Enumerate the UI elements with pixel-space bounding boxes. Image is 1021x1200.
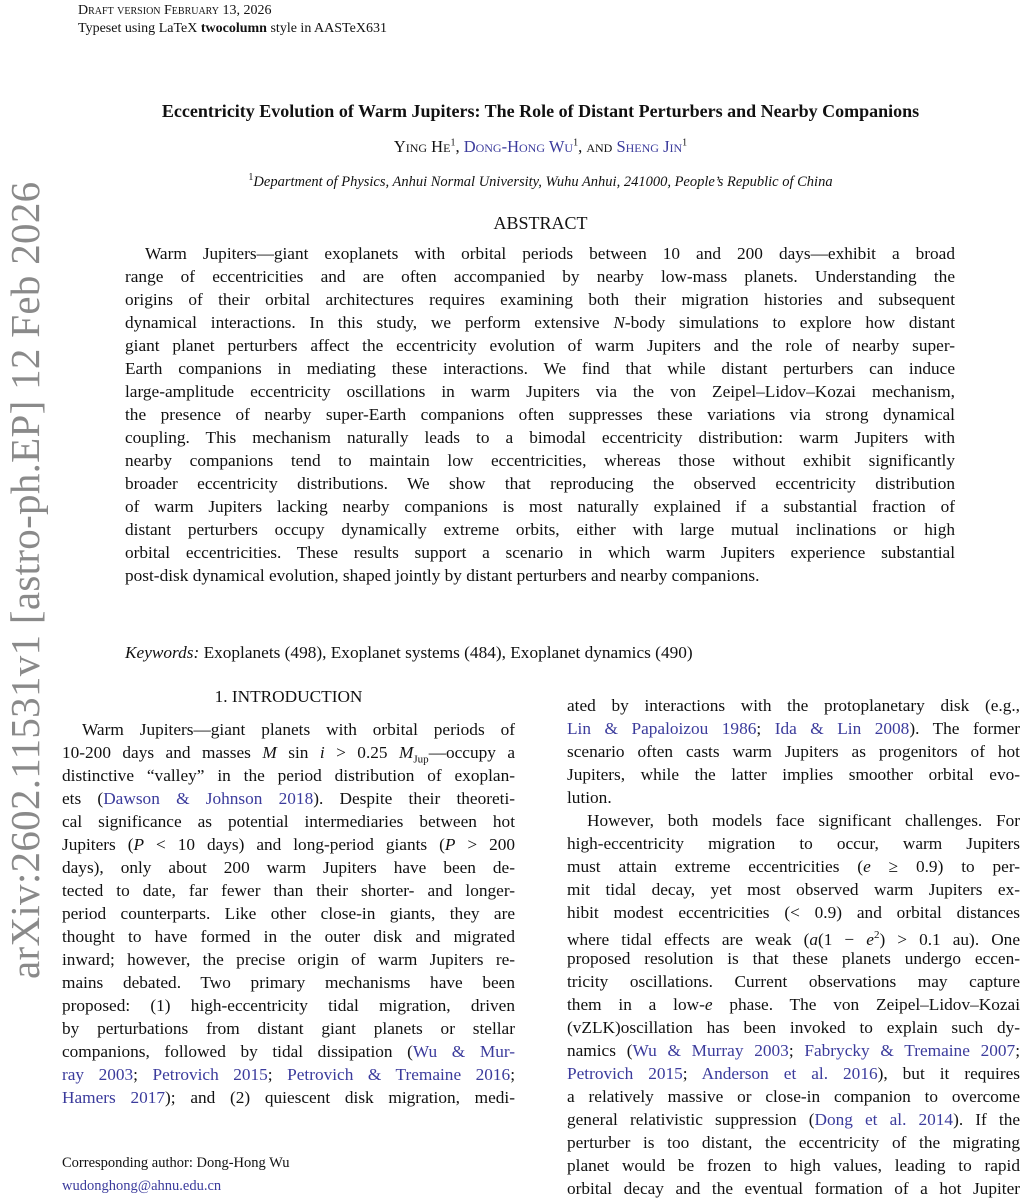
typeset-post: style in AASTeX631	[266, 21, 387, 36]
text-line	[567, 1177, 1020, 1200]
text-run: However, both models face significant challenges. For	[587, 811, 1020, 830]
text-line	[125, 564, 955, 587]
text-run: giant planet perturbers affect the eccentricity evolution of warm Jupiters and the role of nearby super-	[125, 336, 955, 355]
text-run: ). Despite their theoreti-	[313, 789, 515, 808]
citation-link[interactable]: Petrovich 2015	[567, 1064, 683, 1083]
text-line	[125, 472, 955, 495]
draft-version: Draft version February 13, 2026	[78, 3, 272, 18]
text-line	[567, 763, 1020, 786]
text-run: < 10 days) and long-period giants (	[144, 835, 445, 854]
text-run: ). If the	[953, 1110, 1021, 1129]
text-run: > 0.25	[324, 743, 399, 762]
affiliation-marker: 1	[248, 172, 254, 183]
text-run: proposed resolution is that these planets undergo eccen-	[567, 949, 1020, 968]
text-line	[62, 718, 515, 741]
citation-link[interactable]: Petrovich 2015	[152, 1065, 268, 1084]
text-run: sin	[276, 743, 320, 762]
text-run: ated by interactions with the protoplanetary disk (e.g.,	[567, 696, 1020, 715]
text-run: Earth companions in mediating these interactions. We find that while distant perturbers can induce	[125, 359, 955, 378]
text-run: general relativistic suppression (	[567, 1110, 815, 1129]
text-line	[125, 242, 955, 265]
author-affiliation-marker: 1	[450, 137, 456, 149]
text-run: ≥ 0.9) to per-	[870, 857, 1020, 876]
text-line	[62, 902, 515, 925]
text-run: the presence of nearby super-Earth companions often suppresses these variations via strong dynamical	[125, 405, 955, 424]
text-line	[62, 925, 515, 948]
text-run: thought to have formed in the outer disk and migrated	[62, 927, 515, 946]
text-line	[567, 878, 1020, 901]
math-symbol: e	[863, 857, 871, 876]
text-line	[125, 380, 955, 403]
text-run: coupling. This mechanism naturally leads to a bimodal eccentricity distribution: warm Jupiters with	[125, 428, 955, 447]
author-affiliation-marker: 1	[682, 137, 688, 149]
text-run: of warm Jupiters lacking nearby companions is most naturally explained if a substantial fraction of	[125, 497, 955, 516]
text-run: cal significance as potential intermediaries between hot	[62, 812, 515, 831]
text-line	[62, 971, 515, 994]
text-line	[125, 426, 955, 449]
text-line	[62, 1086, 515, 1109]
text-run: ;	[756, 719, 775, 738]
text-line	[567, 786, 1020, 809]
text-line	[567, 1108, 1020, 1131]
text-line	[567, 901, 1020, 924]
text-line	[567, 947, 1020, 970]
keywords-label: Keywords:	[125, 643, 200, 662]
citation-link[interactable]: Ida & Lin 2008	[774, 719, 910, 738]
math-symbol: N	[613, 313, 625, 332]
email-link[interactable]: wudonghong@ahnu.edu.cn	[62, 1178, 222, 1194]
text-run: must attain extreme eccentricities (	[567, 857, 864, 876]
text-run: high-eccentricity migration to occur, warm Jupiters	[567, 834, 1020, 853]
text-run: dynamical interactions. In this study, we perform extensive	[125, 313, 614, 332]
text-run: scenario often casts warm Jupiters as progenitors of hot	[567, 742, 1020, 761]
typeset-pre: Typeset using	[78, 21, 159, 36]
left-column-text	[62, 718, 515, 1109]
text-run: a relatively massive or close-in companion to overcome	[567, 1087, 1020, 1106]
text-line	[125, 357, 955, 380]
corresponding-author: Corresponding author: Dong-Hong Wu	[62, 1155, 290, 1171]
text-line	[567, 1131, 1020, 1154]
text-run: tected to date, far fewer than their shorter- and longer-	[62, 881, 515, 900]
text-line	[62, 856, 515, 879]
text-run: —occupy a	[428, 743, 515, 762]
citation-link[interactable]: Fabrycky & Tremaine 2007	[804, 1041, 1016, 1060]
text-run: large-amplitude eccentricity oscillations in warm Jupiters via the von Zeipel–Lidov–Kozai mechanism,	[125, 382, 955, 401]
math-symbol: M	[262, 743, 277, 762]
text-line	[62, 741, 515, 764]
text-line	[567, 1062, 1020, 1085]
text-run: Jupiters (	[62, 835, 134, 854]
text-run: mit tidal decay, yet most observed warm Jupiters ex-	[567, 880, 1020, 899]
text-run: tricity oscillations. Current observations may capture	[567, 972, 1020, 991]
text-line	[125, 334, 955, 357]
author-affiliation-marker: 1	[573, 137, 579, 149]
text-line	[567, 1016, 1020, 1039]
text-run: planet would be frozen to high values, leading to rapid	[567, 1156, 1020, 1175]
text-run: hibit modest eccentricities (< 0.9) and orbital distances	[567, 903, 1020, 922]
math-symbol: P	[444, 835, 456, 854]
text-run: mains debated. Two primary mechanisms have been	[62, 973, 515, 992]
text-run: Warm Jupiters—giant planets with orbital periods of	[82, 720, 515, 739]
keywords	[125, 643, 693, 663]
text-line	[567, 694, 1020, 717]
arxiv-stamp[interactable]: arXiv:2602.11531v1 [astro-ph.EP] 12 Feb 2026	[2, 181, 48, 979]
text-run: 10-200 days and masses	[62, 743, 263, 762]
text-run: orbital eccentricities. These results support a scenario in which warm Jupiters experience substantial	[125, 543, 955, 562]
abstract-body	[125, 242, 955, 587]
text-line	[567, 970, 1020, 993]
text-line	[567, 924, 1020, 947]
text-run: orbital decay and the eventual formation of a hot Jupiter	[567, 1179, 1020, 1198]
text-line	[125, 541, 955, 564]
text-run: lution.	[567, 788, 612, 807]
math-script: 2	[873, 929, 880, 941]
author-name: Ying He	[393, 137, 451, 156]
right-column-text	[567, 694, 1020, 1200]
text-run: nearby companions tend to maintain low eccentricities, whereas those without exhibit significantly	[125, 451, 955, 470]
text-line	[567, 1085, 1020, 1108]
text-run: broader eccentricity distributions. We show that reproducing the observed eccentricity distribution	[125, 474, 955, 493]
text-run: ). The former	[909, 719, 1020, 738]
keywords-text: Exoplanets (498), Exoplanet systems (484), Exoplanet dynamics (490)	[199, 643, 693, 662]
author-separator: , and	[578, 137, 617, 156]
latex-logo: LaTeX	[158, 21, 198, 36]
citation-link[interactable]: Wu & Murray 2003	[632, 1041, 789, 1060]
text-run: phase. The von Zeipel–Lidov–Kozai	[712, 995, 1020, 1014]
math-symbol: P	[133, 835, 145, 854]
text-run: distant perturbers occupy dynamically extreme orbits, either with large mutual inclinations or high	[125, 520, 955, 539]
text-run: ;	[682, 1064, 702, 1083]
text-line	[567, 1039, 1020, 1062]
citation-link[interactable]: Anderson et al. 2016	[701, 1064, 878, 1083]
text-run: (1 −	[817, 929, 867, 949]
text-line	[567, 993, 1020, 1016]
text-line	[125, 518, 955, 541]
text-line	[567, 832, 1020, 855]
citation-link[interactable]: Petrovich & Tremaine 2016	[287, 1065, 511, 1084]
text-run: ;	[1015, 1041, 1020, 1060]
text-run: Jupiters, while the latter implies smoother orbital evo-	[567, 765, 1020, 784]
citation-link[interactable]: Wu & Mur-	[412, 1042, 515, 1061]
text-run: namics (	[567, 1041, 633, 1060]
text-run: -body simulations to explore how distant	[624, 313, 955, 332]
text-run: ;	[133, 1065, 153, 1084]
math-symbol: a	[809, 929, 818, 949]
text-line	[567, 855, 1020, 878]
paper-title: Eccentricity Evolution of Warm Jupiters: The Role of Distant Perturbers and Nearby Companions	[161, 101, 920, 121]
text-run: ), but it requires	[877, 1064, 1020, 1083]
citation-link[interactable]: Lin & Papaloizou 1986	[567, 719, 757, 738]
text-line	[62, 879, 515, 902]
text-run: (vZLK)oscillation has been invoked to explain such dy-	[567, 1018, 1020, 1037]
math-symbol: e	[866, 929, 874, 949]
text-line	[125, 311, 955, 334]
citation-link[interactable]: ray 2003	[62, 1065, 134, 1084]
text-run: ); and (2) quiescent disk migration, medi-	[165, 1088, 515, 1107]
text-line	[125, 403, 955, 426]
text-line	[62, 764, 515, 787]
math-symbol: M	[399, 743, 414, 762]
text-run: ;	[267, 1065, 288, 1084]
text-run: days), only about 200 warm Jupiters have been de-	[62, 858, 515, 877]
text-run: Warm Jupiters—giant exoplanets with orbital periods between 10 and 200 days—exhibit a broad	[145, 244, 955, 263]
text-run: where tidal effects are weak (	[567, 929, 810, 949]
text-run: distinctive “valley” in the period distribution of exoplan-	[62, 766, 515, 785]
text-line	[62, 1017, 515, 1040]
citation-link[interactable]: Dong et al. 2014	[814, 1110, 954, 1129]
text-run: ets (	[62, 789, 104, 808]
text-run: post-disk dynamical evolution, shaped jointly by distant perturbers and nearby companions.	[125, 566, 760, 585]
text-line	[125, 265, 955, 288]
text-run: > 200	[455, 835, 515, 854]
text-line	[567, 740, 1020, 763]
typeset-bold: twocolumn	[200, 21, 267, 36]
math-symbol: i	[319, 743, 325, 762]
text-line	[62, 810, 515, 833]
text-line	[62, 1040, 515, 1063]
text-run: period counterparts. Like other close-in giants, they are	[62, 904, 515, 923]
affiliation	[0, 172, 1021, 191]
text-line	[62, 833, 515, 856]
text-run: origins of their orbital architectures requires examining both their migration histories and subsequent	[125, 290, 955, 309]
author-separator: ,	[455, 137, 464, 156]
typeset-note	[78, 20, 387, 38]
text-line	[62, 994, 515, 1017]
text-run: ) > 0.1 au). One	[879, 929, 1020, 949]
text-run: ;	[510, 1065, 516, 1084]
text-line	[62, 1063, 515, 1086]
text-line	[567, 1154, 1020, 1177]
text-run: perturber is too distant, the eccentricity of the migrating	[567, 1133, 1020, 1152]
text-run: proposed: (1) high-eccentricity tidal migration, driven	[62, 996, 515, 1015]
text-line	[567, 717, 1020, 740]
text-run: inward; however, the precise origin of warm Jupiters re-	[62, 950, 515, 969]
citation-link[interactable]: Dawson & Johnson 2018	[103, 789, 314, 808]
text-run: them in a low-	[567, 995, 705, 1014]
text-line	[62, 787, 515, 810]
text-run: companions, followed by tidal dissipation (	[62, 1042, 413, 1061]
text-run: by perturbations from distant giant planets or stellar	[62, 1019, 515, 1038]
section-heading: 1. INTRODUCTION	[214, 687, 363, 706]
author-name[interactable]: Sheng Jin	[616, 137, 683, 156]
text-line	[125, 449, 955, 472]
math-symbol: e	[704, 995, 713, 1014]
abstract-heading: ABSTRACT	[493, 213, 588, 233]
text-line	[125, 288, 955, 311]
citation-link[interactable]: Hamers 2017	[62, 1088, 166, 1107]
text-line	[62, 948, 515, 971]
text-line	[567, 809, 1020, 832]
affiliation-text: Department of Physics, Anhui Normal University, Wuhu Anhui, 241000, People’s Republic of China	[253, 173, 833, 190]
math-script: Jup	[413, 753, 429, 766]
text-line	[125, 495, 955, 518]
author-list	[0, 137, 1021, 157]
text-run: ;	[788, 1041, 805, 1060]
text-run: range of eccentricities and are often accompanied by nearby low-mass planets. Understanding the	[125, 267, 955, 286]
author-name[interactable]: Dong-Hong Wu	[463, 137, 574, 156]
